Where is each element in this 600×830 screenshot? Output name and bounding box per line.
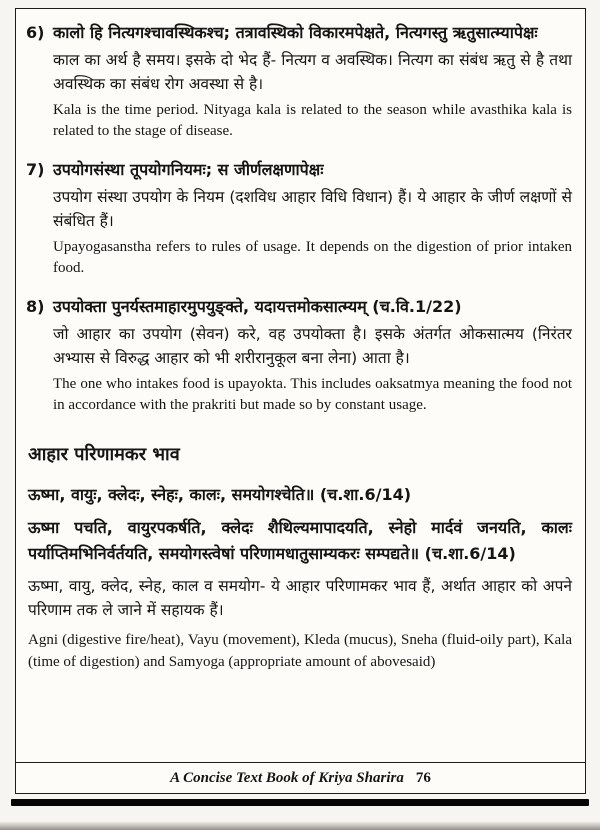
item-number: 6) <box>26 23 45 42</box>
page-edge-bar <box>11 799 589 806</box>
sanskrit-sutra: कालो हि नित्यगश्चावस्थिकश्च; तत्रावस्थिको विकारमपेक्षते, नित्यगस्तु ऋतुसात्म्यापेक्षः <box>53 23 538 42</box>
english-translation: Upayogasanstha refers to rules of usage. It depends on the digestion of prior intaken food. <box>53 239 572 276</box>
english-translation: Kala is the time period. Nityaga kala is related to the season while avasthika kala is related to the stage of disease. <box>53 101 572 139</box>
sanskrit-sutra: उपयोक्ता पुनर्यस्तमाहारमुपयुङ्क्ते, यदायत्तमोकसात्म्यम् (च.वि.1/22) <box>53 297 462 317</box>
hindi-translation: उपयोग संस्था उपयोग के नियम (दशविध आहार विधि विधान) हैं। ये आहार के जीर्ण लक्षणों से संबंधित हैं। <box>53 188 572 231</box>
english-translation: Agni (digestive fire/heat), Vayu (movement), Kleda (mucus), Sneha (fluid-oily part), Kala (time of digestion) and Samyoga (appropriate amount of abovesaid) <box>28 632 572 671</box>
book-page <box>15 8 586 794</box>
item-body <box>53 295 572 415</box>
item-number: 8) <box>26 297 45 317</box>
item-body <box>53 158 572 278</box>
hindi-translation: ऊष्मा, वायु, क्लेद, स्नेह, काल व समयोग- ये आहार परिणामकर भाव हैं, अर्थात आहार को अपने परिणाम तक ले जाने में सहायक हैं। <box>28 577 572 620</box>
item-body <box>53 21 572 141</box>
footer-title: A Concise Text Book of Kriya Sharira <box>170 769 404 786</box>
section-heading: आहार परिणामकर भाव <box>28 443 180 465</box>
footer-page-number: 76 <box>415 769 431 786</box>
sanskrit-sutra: ऊष्मा पचति, वायुरपकर्षति, क्लेदः शैथिल्यमापादयति, स्नेहो मार्दवं जनयति, कालः पर्याप्तिमभिनिर्वर्तयति, समयोगस्त्वेषां परिणामधातुसाम्यकरः सम्पद्यते॥ (च.शा.6/14) <box>28 518 572 563</box>
list-item <box>26 158 572 278</box>
hindi-translation: काल का अर्थ है समय। इसके दो भेद हैं- नित्यग व अवस्थिक। नित्यग का संबंध ऋतु से है तथा अवस्थिक का संबंध रोग अवस्था से है। <box>53 50 572 93</box>
sanskrit-sutra: ऊष्मा, वायुः, क्लेदः, स्नेहः, कालः, समयोगश्चेति॥ (च.शा.6/14) <box>28 484 412 504</box>
section-body <box>28 482 572 674</box>
page-content <box>16 9 585 762</box>
list-item <box>26 21 572 141</box>
hindi-translation: जो आहार का उपयोग (सेवन) करे, वह उपयोक्ता है। इसके अंतर्गत ओकसात्मय (निरंतर अभ्यास से विरुद्ध आहार को भी शरीरानुकूल बना लेना) आता है। <box>53 325 572 368</box>
english-translation: The one who intakes food is upayokta. This includes oaksatmya meaning the food not in accordance with the prakriti but made so by constant usage. <box>53 376 572 413</box>
sanskrit-sutra: उपयोगसंस्था तूपयोगनियमः; स जीर्णलक्षणापेक्षः <box>53 160 324 180</box>
item-number: 7) <box>26 160 45 180</box>
scan-shadow <box>0 821 600 830</box>
page-footer <box>16 762 585 793</box>
list-item <box>26 295 572 415</box>
